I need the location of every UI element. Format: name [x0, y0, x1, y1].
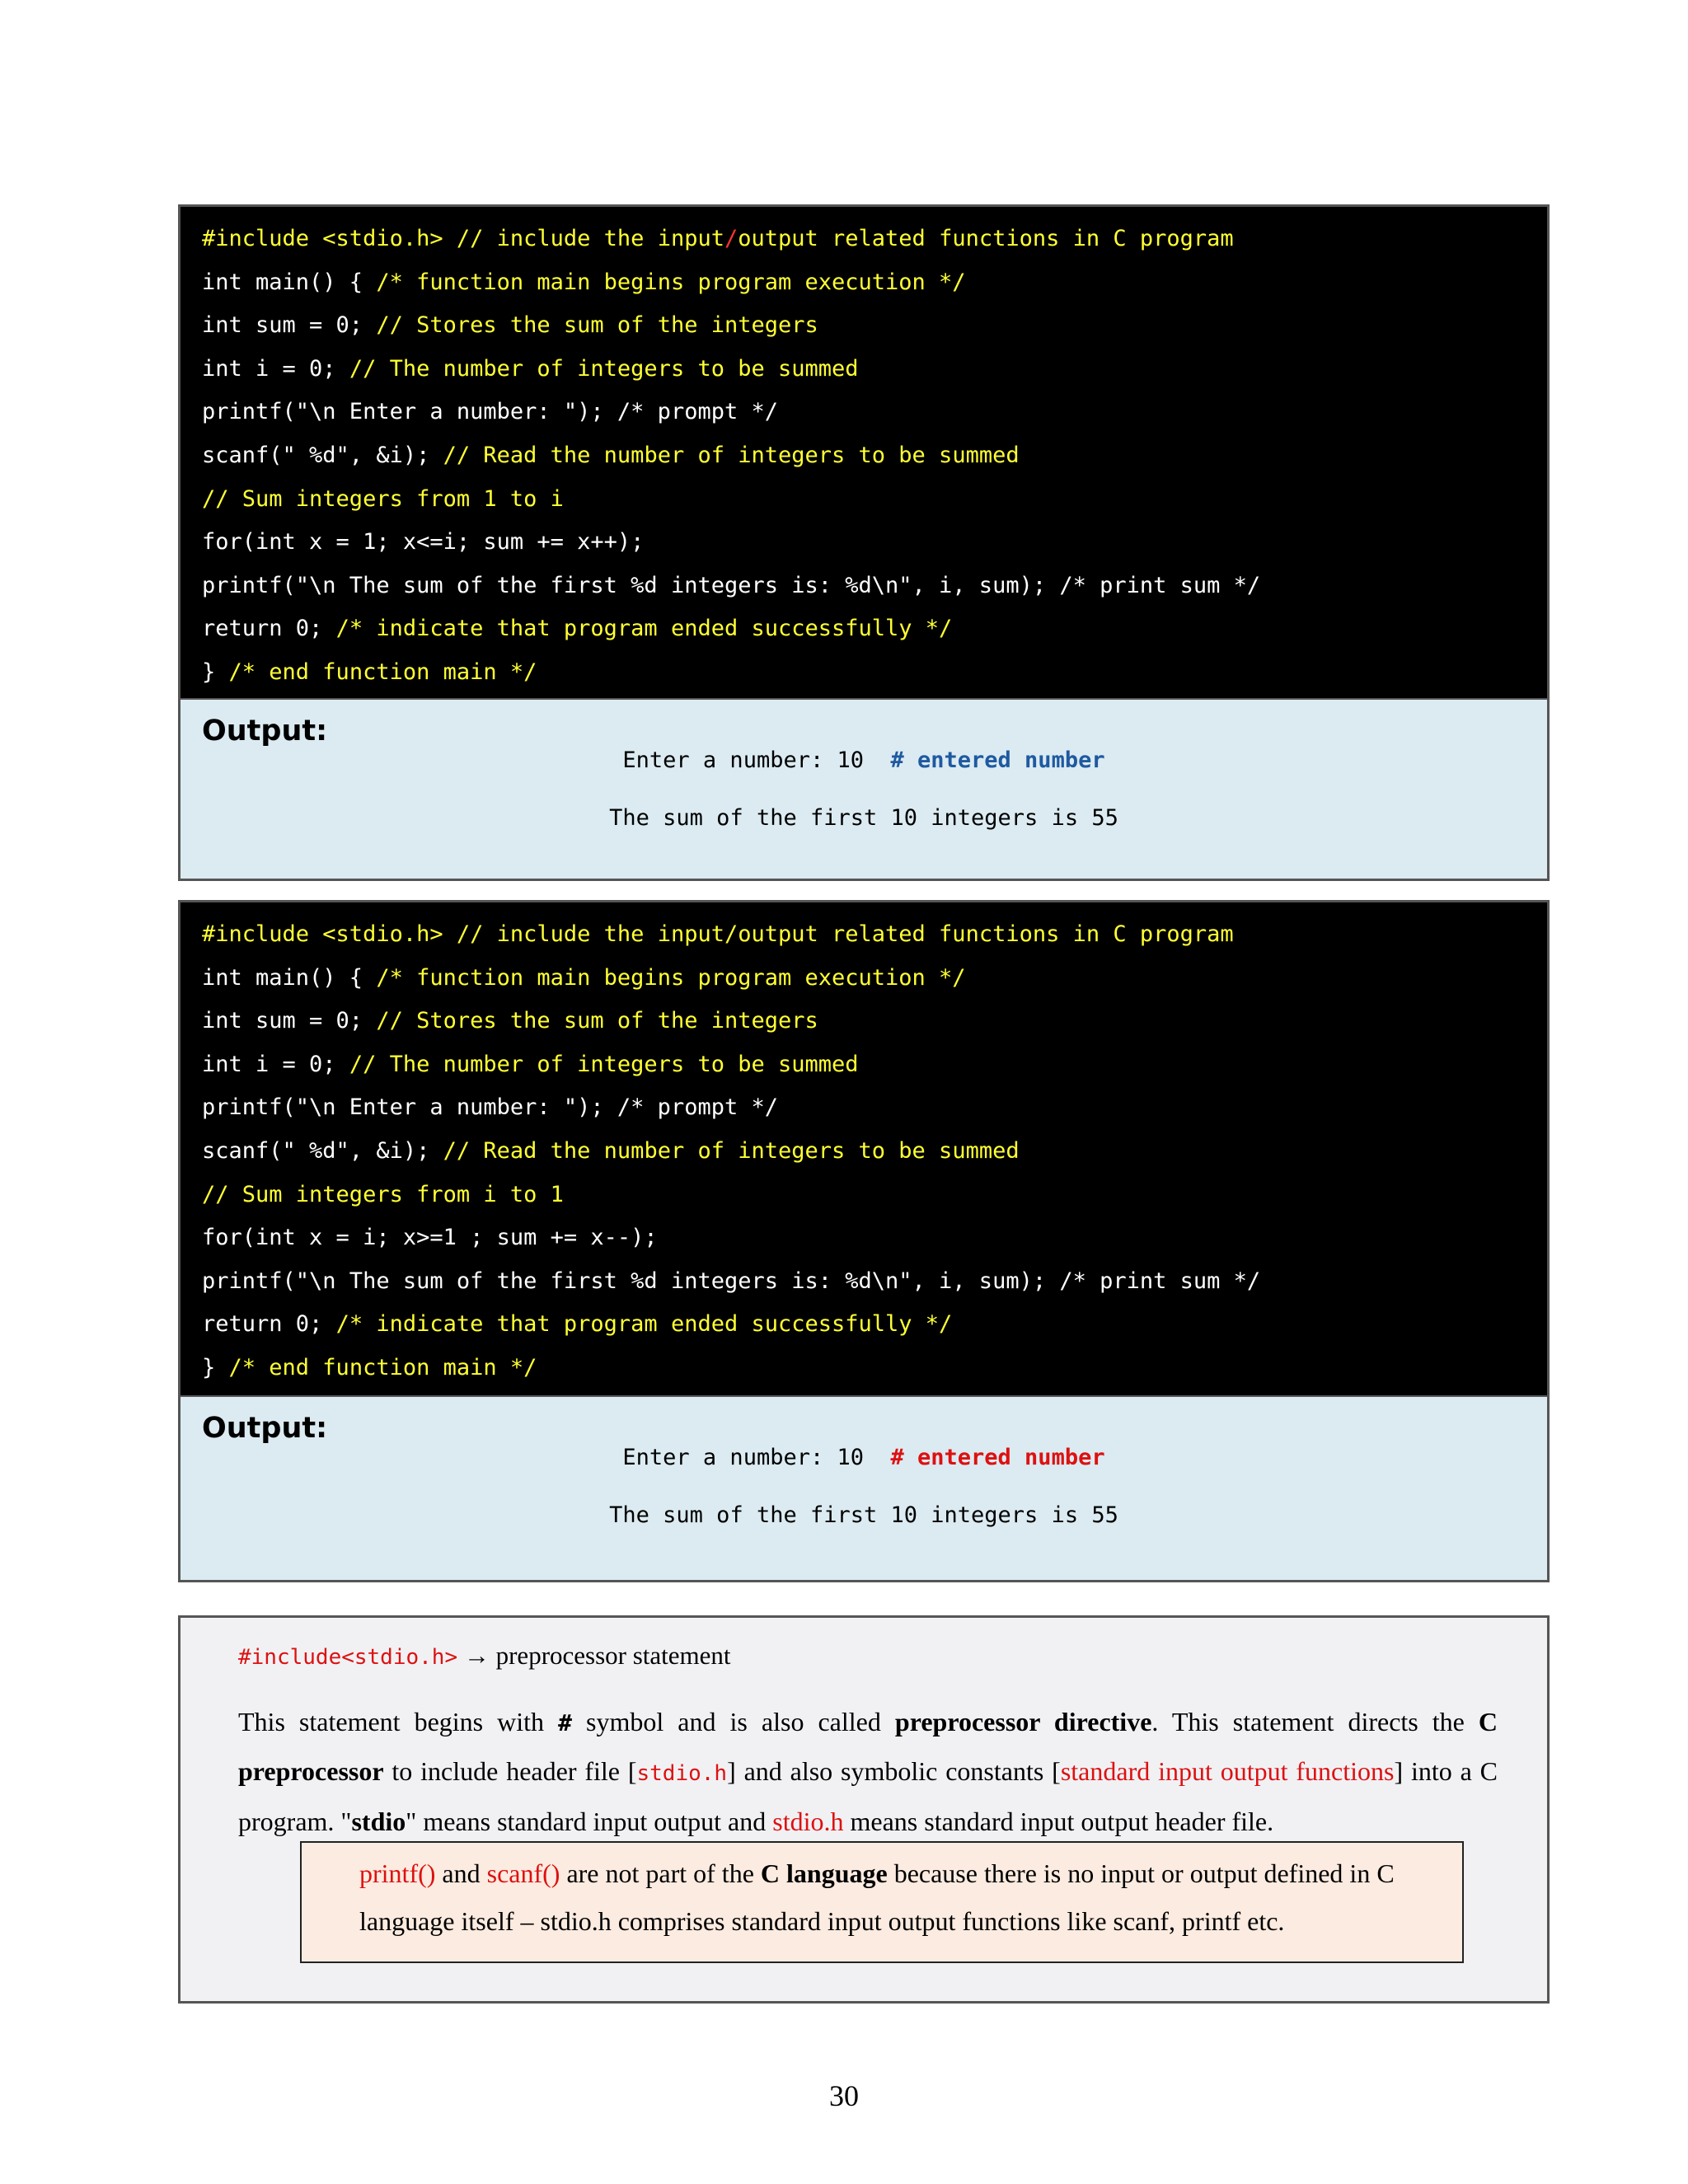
text-run: " means standard input output and	[406, 1807, 773, 1836]
code-slash: /	[724, 226, 738, 251]
output-line: The sum of the first 10 integers is 55	[609, 805, 1118, 831]
info-box	[178, 1615, 1550, 2004]
output-line	[181, 1445, 1547, 1470]
highlight-term: scanf()	[486, 1858, 560, 1888]
code-line	[202, 304, 1547, 348]
bold-term: stdio	[351, 1807, 406, 1836]
code-text: printf("\n Enter a number: "); /* prompt */	[202, 399, 778, 425]
code-line	[202, 1303, 1547, 1347]
highlight-term: printf()	[359, 1858, 436, 1888]
info-paragraph	[238, 1698, 1498, 1845]
code-text: printf("\n The sum of the first %d integers is: %d\n", i, sum); /* print sum */	[202, 1268, 1261, 1294]
code-comment: // Stores the sum of the integers	[376, 312, 818, 339]
code-comment: // The number of integers to be summed	[349, 355, 859, 382]
code-comment: /* indicate that program ended successfully */	[335, 616, 953, 642]
code-comment: /* indicate that program ended successfully */	[335, 1311, 953, 1338]
code-text: printf("\n The sum of the first %d integers is: %d\n", i, sum); /* print sum */	[202, 572, 1261, 598]
code-text: #include <stdio.h>	[202, 226, 457, 251]
code-text: scanf(" %d", &i);	[202, 1137, 443, 1164]
text-run: to include header file [	[383, 1756, 637, 1786]
code-comment: // Read the number of integers to be summed	[443, 1137, 1020, 1164]
code-text: int i = 0;	[202, 1051, 349, 1077]
info-heading-text: → preprocessor statement	[457, 1641, 731, 1670]
output-block	[181, 698, 1547, 879]
code-comment: // Sum integers from 1 to i	[202, 485, 564, 512]
code-comment: // Stores the sum of the integers	[376, 1008, 818, 1034]
code-line	[202, 607, 1547, 651]
text-run: because there is no input or output defined in C language itself – stdio.h comprises standard input output functions like scanf, printf etc.	[359, 1858, 1395, 1936]
code-line	[202, 1347, 1547, 1390]
code-comment: /* end function main */	[228, 658, 537, 685]
output-title: Output:	[202, 1412, 328, 1445]
info-heading	[238, 1641, 731, 1671]
code-line	[202, 478, 1547, 522]
code-line	[202, 218, 1547, 261]
hash-symbol: #	[558, 1709, 572, 1736]
output-note: # entered number	[890, 748, 1105, 773]
code-comment: // Read the number of integers to be summed	[443, 442, 1020, 468]
code-text: for(int x = i; x>=1 ; sum += x--);	[202, 1225, 658, 1251]
text-run: This statement begins with	[238, 1707, 559, 1736]
output-note: # entered number	[890, 1445, 1105, 1470]
code-text: int main() {	[202, 964, 377, 991]
header-file-code: stdio.h	[636, 1761, 728, 1786]
code-comment: // Sum integers from i to 1	[202, 1181, 564, 1207]
code-comment: output related functions in C program	[738, 226, 1234, 251]
code-line	[202, 1174, 1547, 1217]
output-text: Enter a number: 10	[622, 748, 891, 773]
text-run: are not part of the	[560, 1858, 761, 1888]
code-line	[202, 521, 1547, 565]
highlight-term: stdio.h	[772, 1807, 844, 1836]
code-panel-1	[178, 204, 1550, 881]
code-text: int main() {	[202, 269, 377, 295]
code-line	[202, 1260, 1547, 1304]
code-line	[202, 1000, 1547, 1043]
code-line	[202, 565, 1547, 608]
text-run: ] into a C program. "	[238, 1756, 1498, 1836]
code-block	[181, 207, 1547, 698]
include-directive: #include<stdio.h>	[238, 1645, 458, 1670]
code-comment: // include the input/output related functions in C program	[456, 921, 1234, 947]
code-text: int sum = 0;	[202, 312, 377, 339]
code-line	[202, 1086, 1547, 1130]
code-text: int i = 0;	[202, 355, 349, 382]
code-comment: // The number of integers to be summed	[349, 1051, 859, 1077]
code-text: int sum = 0;	[202, 1008, 377, 1034]
output-title: Output:	[202, 715, 328, 748]
page-number: 30	[829, 2079, 859, 2112]
code-line	[202, 957, 1547, 1001]
text-run: symbol and is also called	[571, 1707, 895, 1736]
code-line	[202, 434, 1547, 478]
code-line	[202, 651, 1547, 695]
bold-term: preprocessor directive	[894, 1707, 1152, 1736]
output-line	[181, 748, 1547, 773]
text-run: ] and also symbolic constants [	[727, 1756, 1061, 1786]
note-box	[300, 1841, 1464, 1963]
bold-term: C preprocessor	[238, 1707, 1498, 1786]
bold-term: C language	[760, 1858, 888, 1888]
code-comment: /* function main begins program execution */	[376, 269, 966, 295]
code-text: }	[202, 658, 229, 685]
code-line	[202, 1043, 1547, 1087]
code-comment: /* function main begins program execution */	[376, 964, 966, 991]
code-text: }	[202, 1354, 229, 1380]
code-line	[202, 391, 1547, 434]
code-block	[181, 902, 1547, 1395]
code-text: #include <stdio.h>	[202, 921, 457, 947]
output-line: The sum of the first 10 integers is 55	[609, 1502, 1118, 1528]
code-line	[202, 1130, 1547, 1174]
code-line	[202, 261, 1547, 305]
code-panel-2	[178, 900, 1550, 1582]
code-text: scanf(" %d", &i);	[202, 442, 443, 468]
code-text: return 0;	[202, 1311, 336, 1338]
output-text: Enter a number: 10	[622, 1445, 891, 1470]
code-text: for(int x = 1; x<=i; sum += x++);	[202, 529, 645, 555]
code-line	[202, 348, 1547, 391]
code-text: return 0;	[202, 616, 336, 642]
text-run: means standard input output header file.	[843, 1807, 1274, 1836]
text-run: and	[435, 1858, 487, 1888]
code-comment: // include the input	[456, 226, 724, 251]
text-run: . This statement directs the	[1151, 1707, 1479, 1736]
highlight-term: standard input output functions	[1060, 1756, 1395, 1786]
code-text: printf("\n Enter a number: "); /* prompt */	[202, 1094, 778, 1121]
code-comment: /* end function main */	[228, 1354, 537, 1380]
code-line	[202, 913, 1547, 957]
code-line	[202, 1216, 1547, 1260]
output-block	[181, 1395, 1547, 1580]
